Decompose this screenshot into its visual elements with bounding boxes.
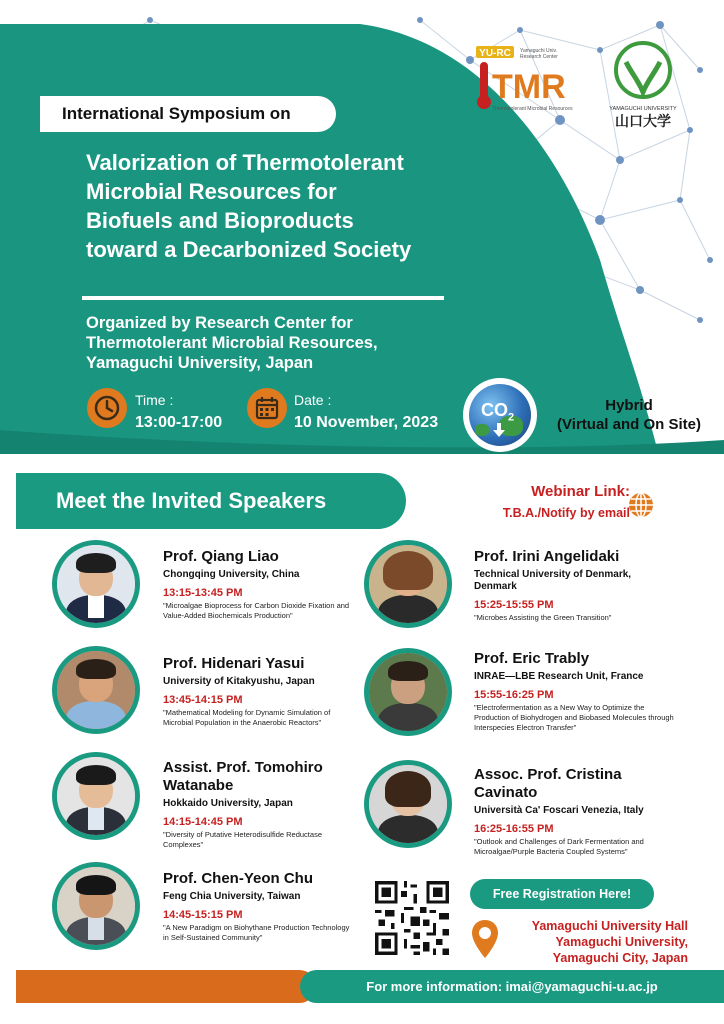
svg-text:Thermotolerant Microbial Resou: Thermotolerant Microbial Resources — [492, 106, 573, 112]
webinar-subtitle: T.B.A./Notify by email — [502, 506, 630, 520]
speaker-talk: "Microalgae Bioprocess for Carbon Dioxide Fixation and Value-Added Biochemicals Production" — [163, 601, 350, 620]
speaker-photo — [52, 646, 140, 734]
date-label: Date : — [294, 392, 332, 408]
speakers-heading: Meet the Invited Speakers — [16, 473, 406, 529]
speaker-affiliation: Feng Chia University, Taiwan — [163, 891, 301, 902]
speaker-entry — [163, 759, 353, 850]
speaker-affiliation: Technical University of Denmark, Denmark — [474, 569, 632, 592]
speaker-entry — [474, 650, 674, 733]
speaker-time: 15:55-16:25 PM — [474, 689, 554, 701]
free-registration-button[interactable]: Free Registration Here! — [470, 879, 654, 909]
webinar-title: Webinar Link: — [531, 483, 630, 500]
svg-text:Research Center: Research Center — [520, 54, 558, 60]
speaker-talk: "A New Paradigm on Biohythane Production Technology in Self-Sustained Community" — [163, 923, 350, 942]
speaker-affiliation: Hokkaido University, Japan — [163, 798, 293, 809]
speaker-name: Assoc. Prof. Cristina Cavinato — [474, 766, 622, 801]
hybrid-format: Hybrid (Virtual and On Site) — [557, 397, 701, 433]
footer-accent-bar — [16, 970, 316, 1003]
registration-qr-code[interactable] — [372, 878, 452, 958]
speaker-time: 14:15-14:45 PM — [163, 816, 243, 828]
clock-icon — [87, 388, 127, 428]
time-value: 13:00-17:00 — [135, 414, 223, 431]
speaker-talk: "Outlook and Challenges of Dark Fermentation and Microalgae/Purple Bacteria Coupled Systems" — [474, 837, 644, 856]
calendar-icon — [247, 388, 287, 428]
yamaguchi-university-logo — [604, 40, 682, 130]
speaker-photo — [364, 760, 452, 848]
symposium-label: International Symposium on — [40, 96, 336, 132]
speaker-entry — [163, 655, 353, 728]
speaker-talk: "Diversity of Putative Heterodisulfide Reductase Complexes" — [163, 830, 322, 849]
speaker-affiliation: Chongqing University, China — [163, 569, 300, 580]
speaker-photo — [364, 540, 452, 628]
speaker-talk: "Microbes Assisting the Green Transition" — [474, 613, 612, 622]
speaker-name: Prof. Qiang Liao — [163, 548, 279, 565]
speaker-photo — [52, 862, 140, 950]
svg-text:山口大学: 山口大学 — [615, 114, 671, 130]
location-pin-icon — [470, 918, 500, 960]
svg-text:YU-RC: YU-RC — [479, 48, 511, 59]
symposium-title: Valorization of Thermotolerant Microbial Resources for Biofuels and Bioproducts toward a Decarbonized Society — [86, 150, 412, 262]
speaker-time: 13:15-13:45 PM — [163, 587, 243, 599]
webinar-info — [470, 483, 630, 520]
header-banner — [0, 0, 724, 460]
speaker-talk: "Mathematical Modeling for Dynamic Simulation of Microbial Population in the Anaerobic Reactors" — [163, 708, 331, 727]
speaker-photo — [52, 540, 140, 628]
speaker-entry — [474, 766, 684, 857]
tmr-logo — [474, 42, 584, 114]
speaker-affiliation: University of Kitakyushu, Japan — [163, 676, 315, 687]
speaker-name: Assist. Prof. Tomohiro Watanabe — [163, 759, 323, 794]
svg-text:TMR: TMR — [492, 68, 566, 106]
speaker-time: 15:25-15:55 PM — [474, 599, 554, 611]
co2-text: $CO_2$ — [481, 400, 515, 424]
title-divider — [82, 296, 444, 300]
speaker-time: 13:45-14:15 PM — [163, 694, 243, 706]
svg-text:YAMAGUCHI UNIVERSITY: YAMAGUCHI UNIVERSITY — [609, 106, 677, 112]
venue-address: Yamaguchi University Hall Yamaguchi University, Yamaguchi City, Japan — [531, 919, 688, 965]
organizer-text: Organized by Research Center for Thermotolerant Microbial Resources, Yamaguchi University, Japan — [86, 314, 378, 372]
svg-text:Yamaguchi Univ.: Yamaguchi Univ. — [520, 48, 558, 54]
speaker-name: Prof. Chen-Yeon Chu — [163, 870, 313, 887]
speaker-photo — [364, 648, 452, 736]
contact-info: For more information: imai@yamaguchi-u.ac.jp — [300, 970, 724, 1003]
speaker-affiliation: INRAE—LBE Research Unit, France — [474, 671, 644, 682]
speaker-entry — [474, 548, 674, 623]
globe-icon — [469, 384, 531, 446]
speaker-entry — [163, 870, 353, 943]
speaker-affiliation: Università Ca' Foscari Venezia, Italy — [474, 805, 644, 816]
speaker-talk: "Electrofermentation as a New Way to Optimize the Production of Biohydrogen and Biobased Molecules through Interspecies Electron Transfer" — [474, 703, 674, 732]
time-label: Time : — [135, 392, 174, 408]
speaker-entry — [163, 548, 353, 621]
date-value: 10 November, 2023 — [294, 414, 439, 431]
globe-icon — [626, 490, 656, 520]
arrow-down-icon — [491, 422, 507, 438]
co2-globe-badge — [463, 378, 537, 452]
speaker-time: 14:45-15:15 PM — [163, 909, 243, 921]
speaker-photo — [52, 752, 140, 840]
speaker-name: Prof. Irini Angelidaki — [474, 548, 620, 565]
speaker-time: 16:25-16:55 PM — [474, 823, 554, 835]
speaker-name: Prof. Hidenari Yasui — [163, 655, 305, 672]
speaker-name: Prof. Eric Trably — [474, 650, 590, 667]
